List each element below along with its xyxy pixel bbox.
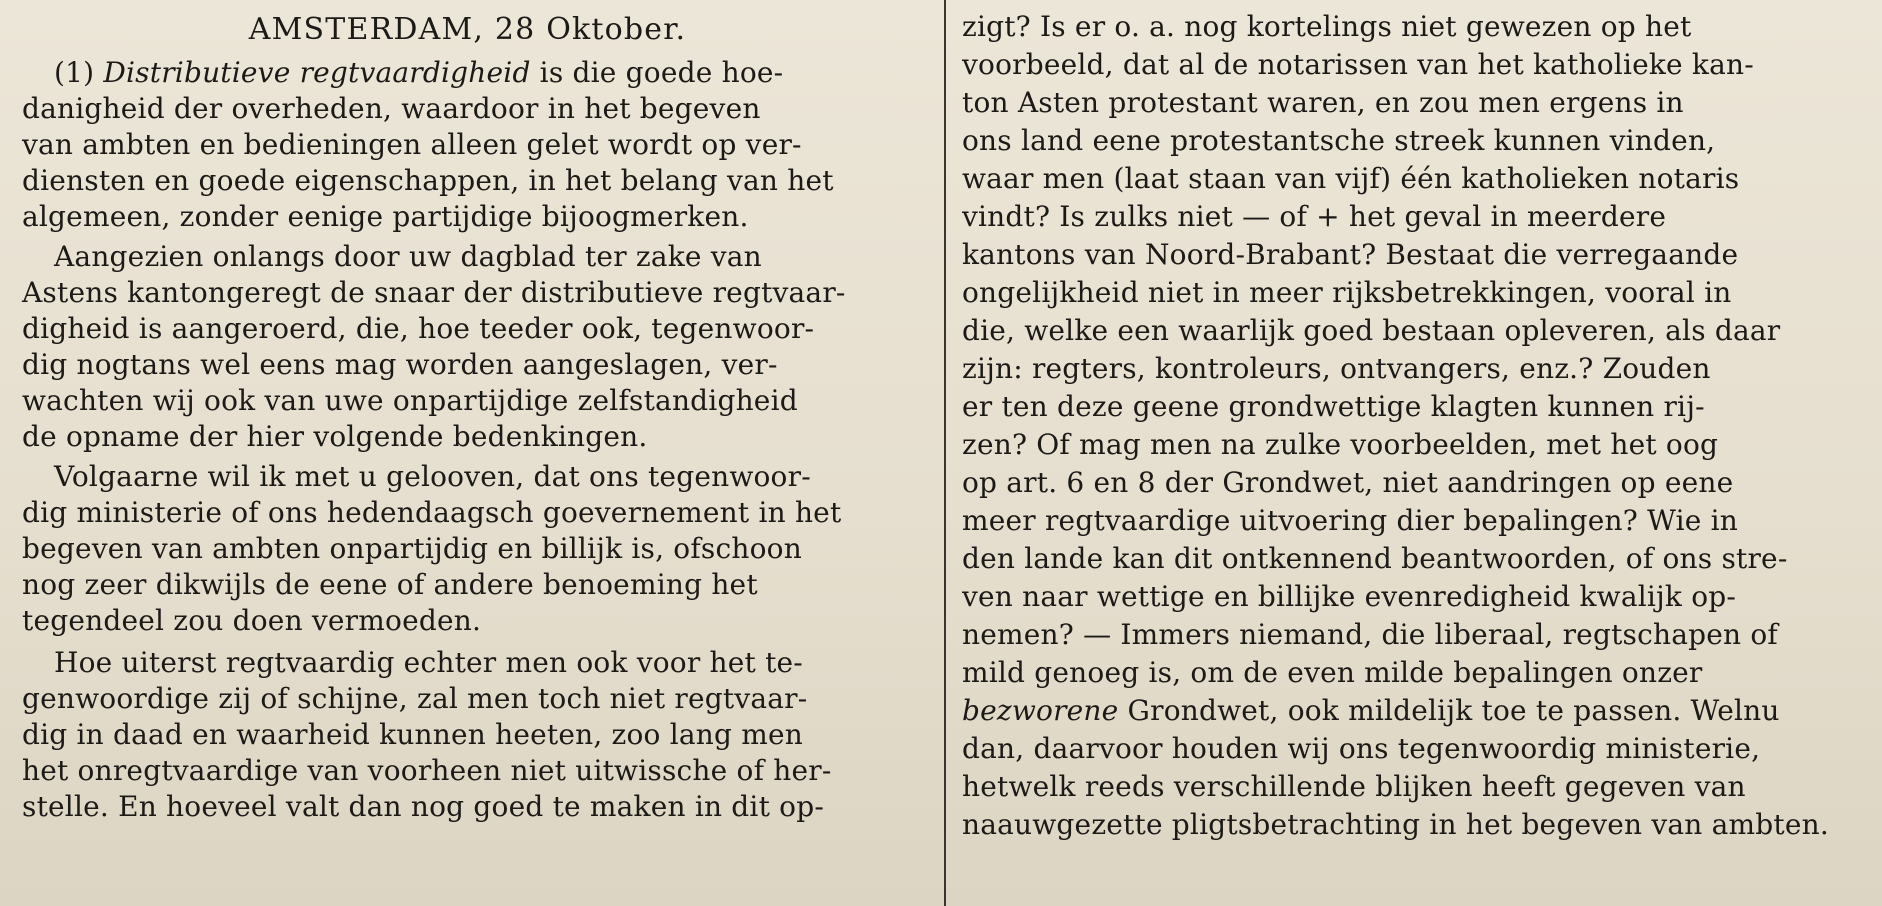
right-column — [962, 0, 1882, 906]
paragraph-line: kantons van Noord-Brabant? Bestaat die verregaande — [962, 238, 1739, 271]
paragraph-line: mild genoeg is, om de even milde bepalingen onzer — [962, 656, 1703, 689]
paragraph-line: stelle. En hoeveel valt dan nog goed te maken in dit op- — [22, 790, 824, 823]
paragraph-line: ton Asten protestant waren, en zou men ergens in — [962, 86, 1684, 119]
paragraph-line: zen? Of mag men na zulke voorbeelden, met het oog — [962, 428, 1719, 461]
paragraph-line: de opname der hier volgende bedenkingen. — [22, 420, 648, 453]
paragraph-line: ons land eene protestantsche streek kunnen vinden, — [962, 124, 1716, 157]
paragraph-line: voorbeeld, dat al de notarissen van het katholieke kan- — [962, 48, 1754, 81]
paragraph-line: waar men (laat staan van vijf) één katholieken notaris — [962, 162, 1740, 195]
paragraph-line: algemeen, zonder eenige partijdige bijoogmerken. — [22, 200, 749, 233]
paragraph-line: op art. 6 en 8 der Grondwet, niet aandringen op eene — [962, 466, 1734, 499]
paragraph-line: danigheid der overheden, waardoor in het begeven — [22, 92, 761, 125]
italic-term: bezworene — [962, 694, 1119, 727]
paragraph-line: zigt? Is er o. a. nog kortelings niet gewezen op het — [962, 10, 1692, 43]
paragraph-line: het onregtvaardige van voorheen niet uitwissche of her- — [22, 754, 832, 787]
line-text: Grondwet, ook mildelijk toe te passen. Welnu — [1118, 694, 1780, 727]
paragraph-line: dig nogtans wel eens mag worden aangeslagen, ver- — [22, 348, 778, 381]
paragraph-line: die, welke een waarlijk goed bestaan opleveren, als daar — [962, 314, 1781, 347]
paragraph-line: genwoordige zij of schijne, zal men toch niet regtvaar- — [22, 682, 808, 715]
paragraph-line: dan, daarvoor houden wij ons tegenwoordig ministerie, — [962, 732, 1761, 765]
italic-term: Distributieve regtvaardigheid — [103, 56, 531, 89]
paragraph-line: nemen? — Immers niemand, die liberaal, regtschapen of — [962, 618, 1778, 651]
paragraph-line: ongelijkheid niet in meer rijksbetrekkingen, vooral in — [962, 276, 1732, 309]
paragraph-line: ven naar wettige en billijke evenredigheid kwalijk op- — [962, 580, 1737, 613]
line-text: is die goede hoe- — [530, 56, 784, 89]
column-rule — [944, 0, 946, 906]
paragraph-line: van ambten en bedieningen alleen gelet wordt op ver- — [22, 128, 802, 161]
paragraph-line: Aangezien onlangs door uw dagblad ter zake van — [54, 240, 762, 273]
paragraph-line: Astens kantongeregt de snaar der distributieve regtvaar- — [22, 276, 846, 309]
paragraph-line: er ten deze geene grondwettige klagten kunnen rij- — [962, 390, 1705, 423]
footnote-marker: (1) — [54, 56, 104, 89]
paragraph-line: digheid is aangeroerd, die, hoe teeder ook, tegenwoor- — [22, 312, 815, 345]
paragraph-line: vindt? Is zulks niet — of + het geval in meerdere — [962, 200, 1667, 233]
article-heading: AMSTERDAM, 28 Oktober. — [248, 12, 687, 47]
paragraph-line: wachten wij ook van uwe onpartijdige zelfstandigheid — [22, 384, 798, 417]
paragraph-line: begeven van ambten onpartijdig en billijk is, ofschoon — [22, 532, 802, 565]
paragraph-line: nog zeer dikwijls de eene of andere benoeming het — [22, 568, 758, 601]
left-column — [0, 0, 935, 906]
paragraph-line: den lande kan dit ontkennend beantwoorden, of ons stre- — [962, 542, 1788, 575]
paragraph-line: meer regtvaardige uitvoering dier bepalingen? Wie in — [962, 504, 1738, 537]
paragraph-line — [962, 694, 1780, 728]
paragraph-line: naauwgezette pligtsbetrachting in het begeven van ambten. — [962, 808, 1829, 841]
paragraph-line: hetwelk reeds verschillende blijken heeft gegeven van — [962, 770, 1746, 803]
paragraph-line: zijn: regters, kontroleurs, ontvangers, enz.? Zouden — [962, 352, 1711, 385]
paragraph-line: dig ministerie of ons hedendaagsch goevernement in het — [22, 496, 842, 529]
paragraph-line: tegendeel zou doen vermoeden. — [22, 604, 482, 637]
paragraph-line: diensten en goede eigenschappen, in het belang van het — [22, 164, 834, 197]
paragraph-line: dig in daad en waarheid kunnen heeten, zoo lang men — [22, 718, 803, 751]
paragraph-line: Volgaarne wil ik met u gelooven, dat ons tegenwoor- — [54, 460, 811, 493]
paragraph-line: Hoe uiterst regtvaardig echter men ook voor het te- — [54, 646, 803, 679]
paragraph-line — [54, 56, 783, 90]
